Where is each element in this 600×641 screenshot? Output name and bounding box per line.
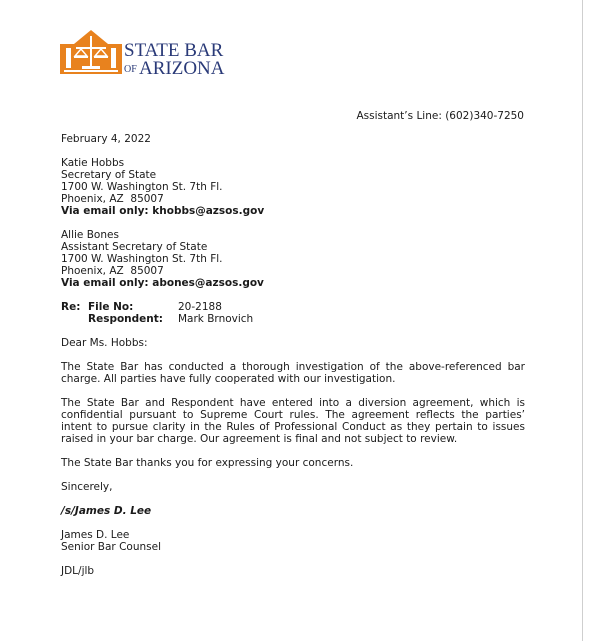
logo-text-of: OF — [124, 64, 137, 75]
signer-name: James D. Lee — [61, 529, 130, 541]
paragraph: The State Bar thanks you for expressing your concerns. — [61, 457, 354, 469]
logo-text-arizona: ARIZONA — [139, 58, 225, 79]
file-no-label: File No: — [88, 301, 134, 313]
reference-initials: JDL/jlb — [61, 565, 95, 577]
closing: Sincerely, — [61, 481, 113, 493]
respondent-value: Mark Brnovich — [178, 313, 254, 325]
recipient-title: Secretary of State — [61, 169, 157, 181]
recipient-name: Allie Bones — [61, 229, 119, 241]
signer-title: Senior Bar Counsel — [61, 541, 161, 553]
salutation: Dear Ms. Hobbs: — [61, 337, 148, 349]
page-edge-line — [582, 0, 583, 641]
recipient-block — [61, 157, 525, 217]
letter-body — [61, 133, 525, 577]
re-label: Re: — [61, 301, 81, 313]
respondent-label: Respondent: — [88, 313, 163, 325]
logo-emblem-icon — [60, 30, 122, 74]
paragraph: The State Bar has conducted a thorough investigation of the above-referenced bar charge. All parties have fully cooperated with our investigation. — [61, 361, 525, 385]
recipient-block — [61, 229, 525, 289]
logo-text-state-bar: STATE BAR — [124, 40, 224, 61]
letter-date: February 4, 2022 — [61, 133, 151, 145]
assistant-line: Assistant’s Line: (602)340-7250 — [356, 110, 524, 122]
recipient-city: Phoenix, AZ 85007 — [61, 193, 164, 205]
recipient-name: Katie Hobbs — [61, 157, 125, 169]
signature: /s/James D. Lee — [61, 505, 152, 517]
recipient-title: Assistant Secretary of State — [61, 241, 208, 253]
recipient-city: Phoenix, AZ 85007 — [61, 265, 164, 277]
recipient-email-line: Via email only: abones@azsos.gov — [61, 277, 264, 289]
recipient-street: 1700 W. Washington St. 7th Fl. — [61, 181, 223, 193]
paragraph: The State Bar and Respondent have entered into a diversion agreement, which is confidential pursuant to Supreme Court rules. The agreement reflects the parties’ intent to pursue clarity in the Rules of Professional Conduct as they pertain to issues raised in your bar charge. Our agreement is final and not subject to review. — [61, 397, 525, 445]
recipient-street: 1700 W. Washington St. 7th Fl. — [61, 253, 223, 265]
recipient-email-line: Via email only: khobbs@azsos.gov — [61, 205, 265, 217]
file-no-value: 20-2188 — [178, 301, 222, 313]
re-block — [61, 301, 525, 325]
state-bar-of-arizona-logo — [60, 28, 240, 80]
